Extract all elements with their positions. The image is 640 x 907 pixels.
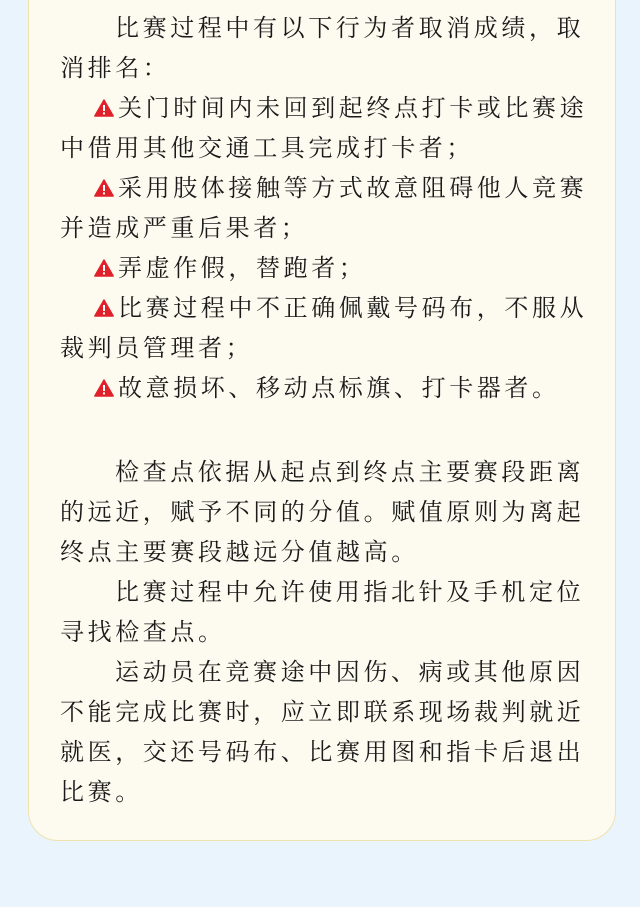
list-item (60, 248, 600, 288)
list-item (60, 88, 600, 168)
list-item (60, 168, 600, 248)
list-item-text: 故意损坏、移动点标旗、打卡器者。 (118, 374, 560, 402)
section-gap (60, 408, 600, 452)
scoring-paragraph: 检查点依据从起点到终点主要赛段距离的远近，赋予不同的分值。赋值原则为离起终点主要赛段越远分值越高。 (60, 458, 585, 566)
warning-triangle-icon (94, 379, 114, 397)
list-item-text: 比赛过程中不正确佩戴号码布，不服从裁判员管理者； (60, 294, 588, 362)
list-item (60, 288, 600, 368)
rules-content (60, 0, 600, 812)
warning-triangle-icon (94, 179, 114, 197)
list-item-text: 采用肢体接触等方式故意阻碍他人竞赛并造成严重后果者； (60, 174, 588, 242)
warning-triangle-icon (94, 259, 114, 277)
list-item-text: 弄虚作假，替跑者； (118, 254, 367, 282)
withdrawal-paragraph: 运动员在竞赛途中因伤、病或其他原因不能完成比赛时，应立即联系现场裁判就近就医，交还号码布、比赛用图和指卡后退出比赛。 (60, 658, 585, 806)
disqualification-intro: 比赛过程中有以下行为者取消成绩，取消排名： (60, 14, 585, 82)
list-item (60, 368, 600, 408)
warning-triangle-icon (94, 299, 114, 317)
list-item-text: 关门时间内未回到起终点打卡或比赛途中借用其他交通工具完成打卡者； (60, 94, 588, 162)
compass-paragraph: 比赛过程中允许使用指北针及手机定位寻找检查点。 (60, 578, 585, 646)
warning-triangle-icon (94, 99, 114, 117)
